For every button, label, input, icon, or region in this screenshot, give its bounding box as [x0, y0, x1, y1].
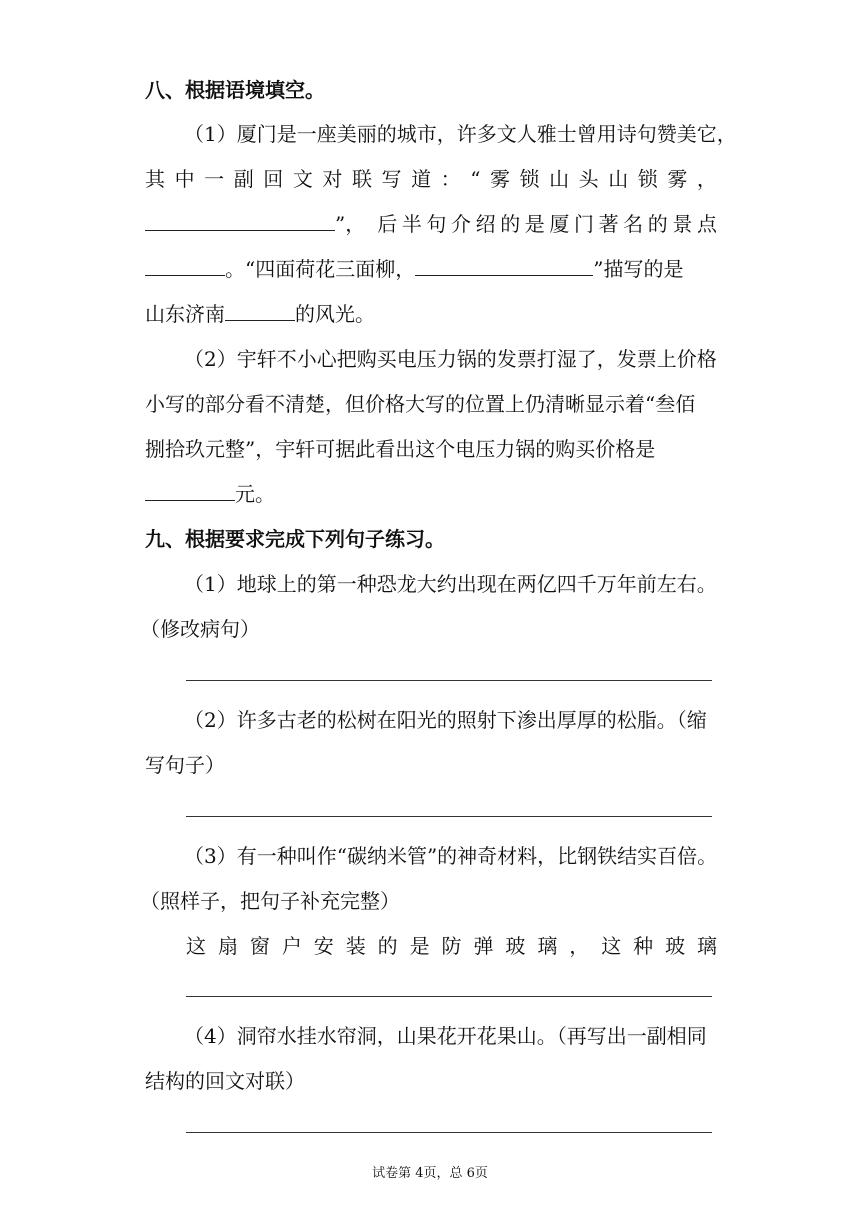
answer-blank[interactable]	[145, 482, 235, 501]
q9-4-line-2: 结构的回文对联）	[145, 1069, 305, 1093]
answer-line[interactable]	[186, 1132, 712, 1133]
answer-blank[interactable]	[145, 257, 225, 276]
q9-3-char: 安	[313, 934, 334, 958]
q8-1-char: 道	[411, 167, 432, 191]
answer-blank[interactable]	[145, 212, 335, 231]
q9-3-char: 装	[345, 934, 366, 958]
answer-line[interactable]	[186, 816, 712, 817]
q9-3-line-1: （3）有一种叫作“碳纳米管”的神奇材料，比钢铁结实百倍。	[184, 844, 718, 868]
q8-1-char: 回	[263, 167, 284, 191]
q8-1-char: 景	[672, 212, 693, 236]
q9-3-char: 窗	[249, 934, 270, 958]
section-8-heading: 八、根据语境填空。	[145, 78, 325, 102]
q9-3-char: 扇	[217, 934, 238, 958]
q8-1-line-4-text-a: 。“四面荷花三面柳，	[225, 257, 416, 281]
q9-3-char: 种	[633, 934, 654, 958]
q9-3-line-2: （照样子，把句子补充完整）	[140, 889, 400, 913]
q8-1-char: 介	[451, 212, 472, 236]
q9-3-char: 玻	[665, 934, 686, 958]
q8-1-line-3-quote: ”，	[335, 212, 366, 236]
q8-1-char: 锁	[519, 167, 540, 191]
q8-1-char: 副	[233, 167, 254, 191]
q8-1-char: 的	[500, 212, 521, 236]
q8-1-char: 后	[377, 212, 398, 236]
q8-2-line-4	[145, 481, 717, 507]
q9-3-char: ，	[569, 934, 590, 958]
q8-1-line-3-left	[145, 211, 365, 237]
q8-1-char: 联	[351, 167, 372, 191]
q8-2-line-1: （2）宇轩不小心把购买电压力锅的发票打湿了，发票上价格	[184, 347, 717, 371]
q9-3-line-3	[186, 933, 717, 959]
q9-3-char: 的	[377, 934, 398, 958]
q9-2-line-1: （2）许多古老的松树在阳光的照射下渗出厚厚的松脂。（缩	[184, 708, 707, 732]
q8-1-char: “	[470, 167, 481, 191]
q8-1-char: 绍	[475, 212, 496, 236]
q9-3-char: 户	[281, 934, 302, 958]
q9-3-char: 是	[409, 934, 430, 958]
q9-1-line-1: （1）地球上的第一种恐龙大约出现在两亿四千万年前左右。	[184, 572, 717, 596]
q8-1-char: 著	[598, 212, 619, 236]
q9-3-char: 璃	[537, 934, 558, 958]
q9-3-char: 玻	[505, 934, 526, 958]
q9-3-char: 防	[441, 934, 462, 958]
q8-1-line-5-text-b: 的风光。	[295, 302, 375, 326]
q9-3-char: 这	[601, 934, 622, 958]
q8-1-line-4	[145, 256, 717, 282]
q8-1-line-5	[145, 301, 717, 327]
q8-1-line-5-text-a: 山东济南	[145, 302, 225, 326]
q8-1-char: 山	[608, 167, 629, 191]
q8-1-char: 门	[573, 212, 594, 236]
q8-1-char: 厦	[549, 212, 570, 236]
q8-1-char: 雾	[489, 167, 510, 191]
q8-1-char: 文	[292, 167, 313, 191]
page-footer: 试卷第 4页，总 6页	[372, 1166, 488, 1181]
q8-1-line-4-text-b: ”描写的是	[593, 257, 684, 281]
q8-1-char: 点	[696, 212, 717, 236]
q8-1-line-1: （1）厦门是一座美丽的城市，许多文人雅士曾用诗句赞美它，	[184, 122, 737, 146]
q8-1-line-3	[145, 211, 717, 237]
q8-1-char: 雾	[667, 167, 688, 191]
q8-1-char: 写	[381, 167, 402, 191]
answer-line[interactable]	[186, 680, 712, 681]
q8-1-char: 山	[549, 167, 570, 191]
answer-blank[interactable]	[225, 302, 295, 321]
q8-1-char: 是	[524, 212, 545, 236]
q8-1-char: 半	[401, 212, 422, 236]
q8-1-char: 头	[578, 167, 599, 191]
q8-1-line-3-right	[377, 211, 717, 237]
q8-1-char: 对	[322, 167, 343, 191]
q8-2-line-2: 小写的部分看不清楚，但价格大写的位置上仍清晰显示着“叁佰	[145, 392, 696, 416]
q8-1-line-2	[145, 166, 717, 192]
q9-2-line-2: 写句子）	[145, 753, 225, 777]
q9-3-char: 这	[186, 934, 206, 958]
q8-1-char: ，	[696, 167, 717, 191]
q8-1-char: 其	[145, 167, 165, 191]
q8-1-char: 一	[204, 167, 225, 191]
q8-1-char: 句	[426, 212, 447, 236]
q8-1-char: 的	[647, 212, 668, 236]
q8-1-char: 名	[623, 212, 644, 236]
q9-3-char: 弹	[473, 934, 494, 958]
q8-1-char: ：	[440, 167, 461, 191]
section-9-heading: 九、根据要求完成下列句子练习。	[145, 527, 445, 551]
q9-1-line-2: （修改病句）	[140, 617, 260, 641]
q8-1-char: 锁	[637, 167, 658, 191]
q9-4-line-1: （4）洞帘水挂水帘洞，山果花开花果山。（再写出一副相同	[184, 1024, 707, 1048]
answer-line[interactable]	[186, 996, 712, 997]
answer-blank[interactable]	[415, 257, 593, 276]
q9-3-char: 璃	[697, 934, 717, 958]
q8-2-line-3: 捌拾玖元整”，宇轩可据此看出这个电压力锅的购买价格是	[145, 437, 656, 461]
q8-2-line-4-text: 元。	[235, 482, 275, 506]
q8-1-char: 中	[174, 167, 195, 191]
